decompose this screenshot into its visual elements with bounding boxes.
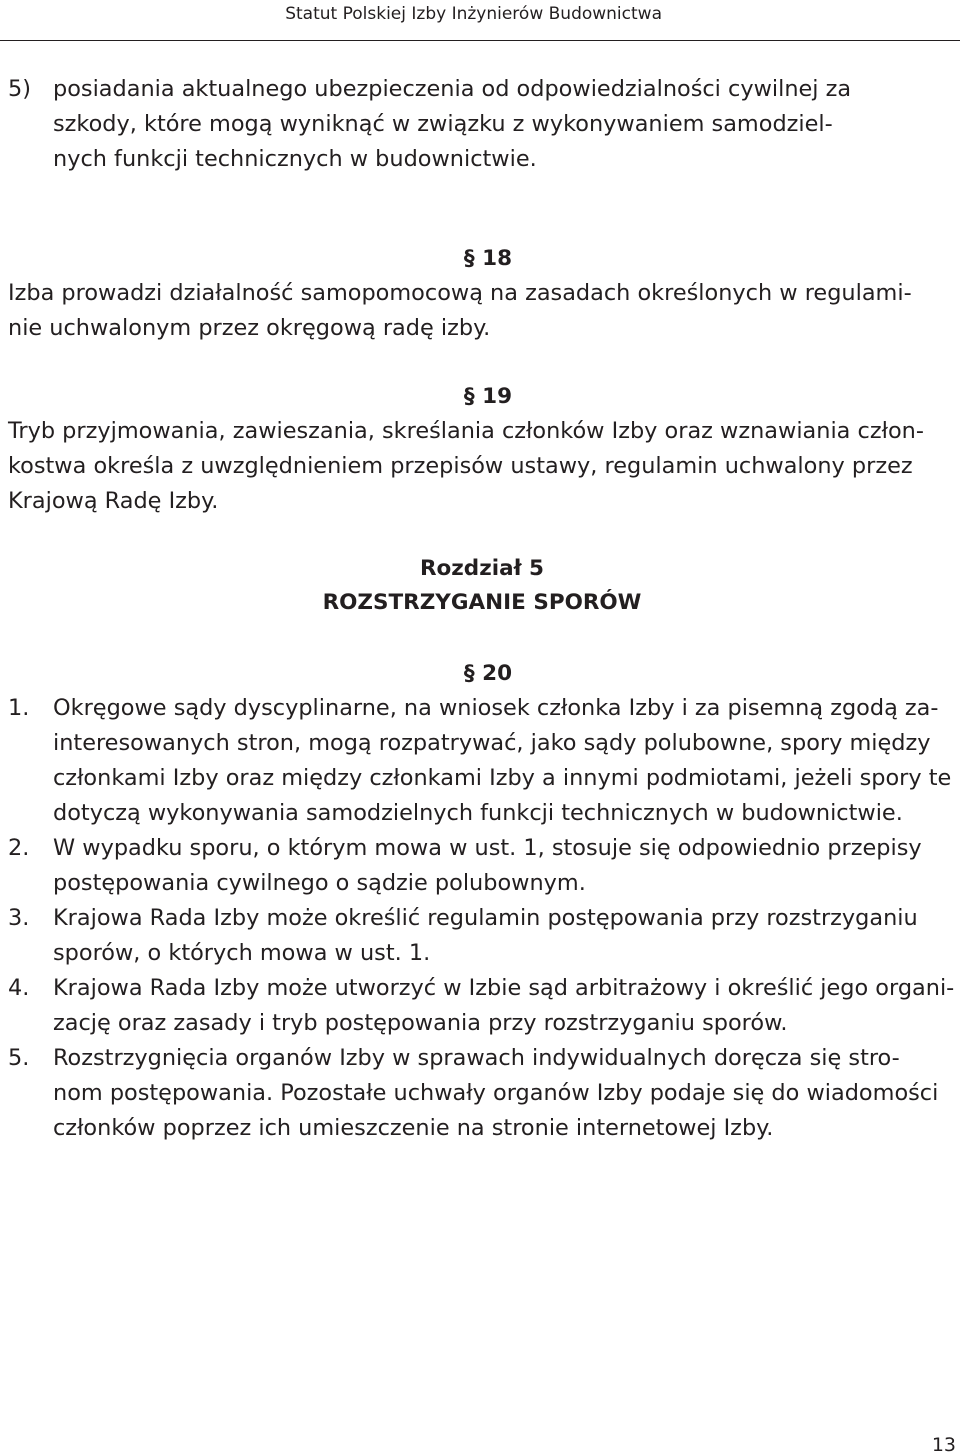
text-line: Okręgowe sądy dyscyplinarne, na wniosek członka Izby i za pisemną zgodą za- <box>53 695 939 721</box>
text-line: W wypadku sporu, o którym mowa w ust. 1, stosuje się odpowiednio przepisy <box>53 835 922 861</box>
section-18-text <box>8 276 956 346</box>
list-item <box>8 691 956 831</box>
list-item-5 <box>8 72 956 177</box>
text-line: członków poprzez ich umieszczenie na stronie internetowej Izby. <box>53 1115 774 1141</box>
text-line: Tryb przyjmowania, zawieszania, skreślania członków Izby oraz wznawiania człon- <box>8 418 924 444</box>
item-text <box>53 901 956 971</box>
text-line: dotyczą wykonywania samodzielnych funkcji technicznych w budownictwie. <box>53 800 903 826</box>
chapter-title: ROZSTRZYGANIE SPORÓW <box>322 590 642 615</box>
item-text <box>53 831 956 901</box>
text-line: zację oraz zasady i tryb postępowania przy rozstrzyganiu sporów. <box>53 1010 788 1036</box>
section-19-heading: § 19 <box>463 384 513 409</box>
list-item <box>8 1041 956 1146</box>
item-text <box>53 1041 956 1146</box>
text-line: interesowanych stron, mogą rozpatrywać, jako sądy polubowne, spory między <box>53 730 931 756</box>
text-line: nom postępowania. Pozostałe uchwały organów Izby podaje się do wiadomości <box>53 1080 939 1106</box>
item-text <box>53 971 956 1041</box>
item-number: 5) <box>8 76 31 102</box>
text-line: sporów, o których mowa w ust. 1. <box>53 940 431 966</box>
text-line: nie uchwalonym przez okręgową radę izby. <box>8 315 491 341</box>
text-line: Krajowa Rada Izby może utworzyć w Izbie sąd arbitrażowy i określić jego organi- <box>53 975 955 1001</box>
item-number: 2. <box>8 835 30 861</box>
item-number: 4. <box>8 975 30 1001</box>
item-text <box>53 72 956 177</box>
text-line: członkami Izby oraz między członkami Izby a innymi podmiotami, jeżeli spory te <box>53 765 952 791</box>
list-item <box>8 971 956 1041</box>
text-line: posiadania aktualnego ubezpieczenia od odpowiedzialności cywilnej za <box>53 76 852 102</box>
text-line: Krajowa Rada Izby może określić regulamin postępowania przy rozstrzyganiu <box>53 905 918 931</box>
text-line: postępowania cywilnego o sądzie polubownym. <box>53 870 586 896</box>
text-line: nych funkcji technicznych w budownictwie. <box>53 146 537 172</box>
text-line: Krajową Radę Izby. <box>8 488 219 514</box>
text-line: Rozstrzygnięcia organów Izby w sprawach indywidualnych doręcza się stro- <box>53 1045 900 1071</box>
item-number: 1. <box>8 695 30 721</box>
text-line: szkody, które mogą wyniknąć w związku z wykonywaniem samodziel- <box>53 111 833 137</box>
text-line: kostwa określa z uwzględnieniem przepisów ustawy, regulamin uchwalony przez <box>8 453 913 479</box>
item-text <box>53 691 956 831</box>
list-item <box>8 831 956 901</box>
item-number: 5. <box>8 1045 30 1071</box>
running-header: Statut Polskiej Izby Inżynierów Budownictwa <box>285 4 662 24</box>
list-item <box>8 901 956 971</box>
document-body <box>8 72 956 1146</box>
section-20-heading: § 20 <box>463 661 513 686</box>
page-number: 13 <box>931 1434 956 1456</box>
header-rule <box>0 40 960 41</box>
chapter-number: Rozdział 5 <box>419 556 545 581</box>
item-number: 3. <box>8 905 30 931</box>
section-18-heading: § 18 <box>463 246 513 271</box>
section-19-text <box>8 414 956 519</box>
text-line: Izba prowadzi działalność samopomocową na zasadach określonych w regulami- <box>8 280 912 306</box>
